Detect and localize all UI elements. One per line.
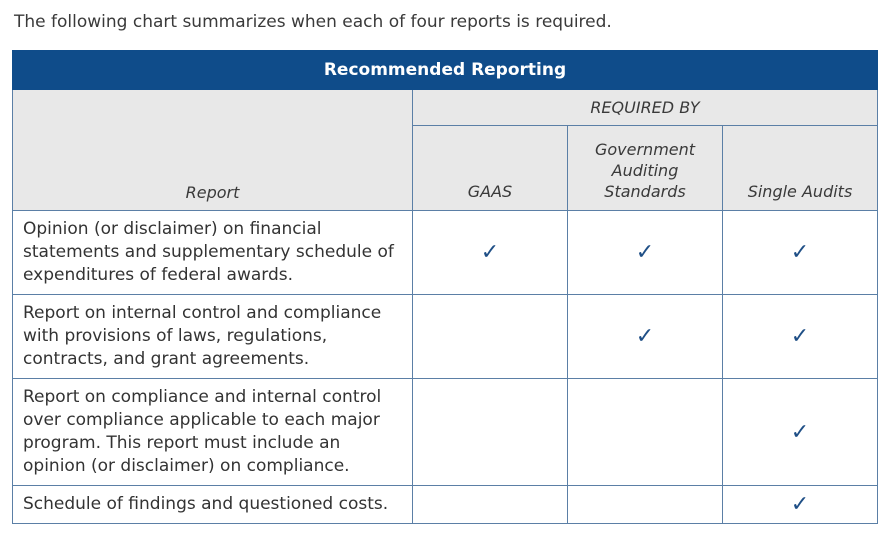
checkmark-icon: ✓ xyxy=(723,295,878,379)
checkmark-icon: ✓ xyxy=(568,295,723,379)
table-row xyxy=(13,486,878,524)
column-header-gaas: GAAS xyxy=(413,126,568,211)
checkmark-icon xyxy=(568,486,723,524)
column-header-government-auditing-standards: Government Auditing Standards xyxy=(568,126,723,211)
row-report-text: Report on compliance and internal control over compliance applicable to each major program. This report must include an opinion (or disclaimer) on compliance. xyxy=(13,379,413,486)
row-report-text: Opinion (or disclaimer) on financial statements and supplementary schedule of expenditures of federal awards. xyxy=(13,211,413,295)
table-row xyxy=(13,379,878,486)
required-by-header: REQUIRED BY xyxy=(413,90,878,126)
table-row xyxy=(13,211,878,295)
checkmark-icon: ✓ xyxy=(723,211,878,295)
checkmark-icon xyxy=(413,486,568,524)
checkmark-icon: ✓ xyxy=(723,379,878,486)
intro-text: The following chart summarizes when each of four reports is required. xyxy=(14,12,612,32)
row-report-text: Report on internal control and compliance with provisions of laws, regulations, contracts, and grant agreements. xyxy=(13,295,413,379)
table-title: Recommended Reporting xyxy=(13,51,878,90)
report-column-header: Report xyxy=(13,90,413,211)
checkmark-icon xyxy=(568,379,723,486)
row-report-text: Schedule of findings and questioned costs. xyxy=(13,486,413,524)
checkmark-icon xyxy=(413,295,568,379)
table-row xyxy=(13,295,878,379)
checkmark-icon: ✓ xyxy=(723,486,878,524)
recommended-reporting-table xyxy=(12,50,878,524)
checkmark-icon: ✓ xyxy=(568,211,723,295)
checkmark-icon xyxy=(413,379,568,486)
checkmark-icon: ✓ xyxy=(413,211,568,295)
column-header-single-audits: Single Audits xyxy=(723,126,878,211)
